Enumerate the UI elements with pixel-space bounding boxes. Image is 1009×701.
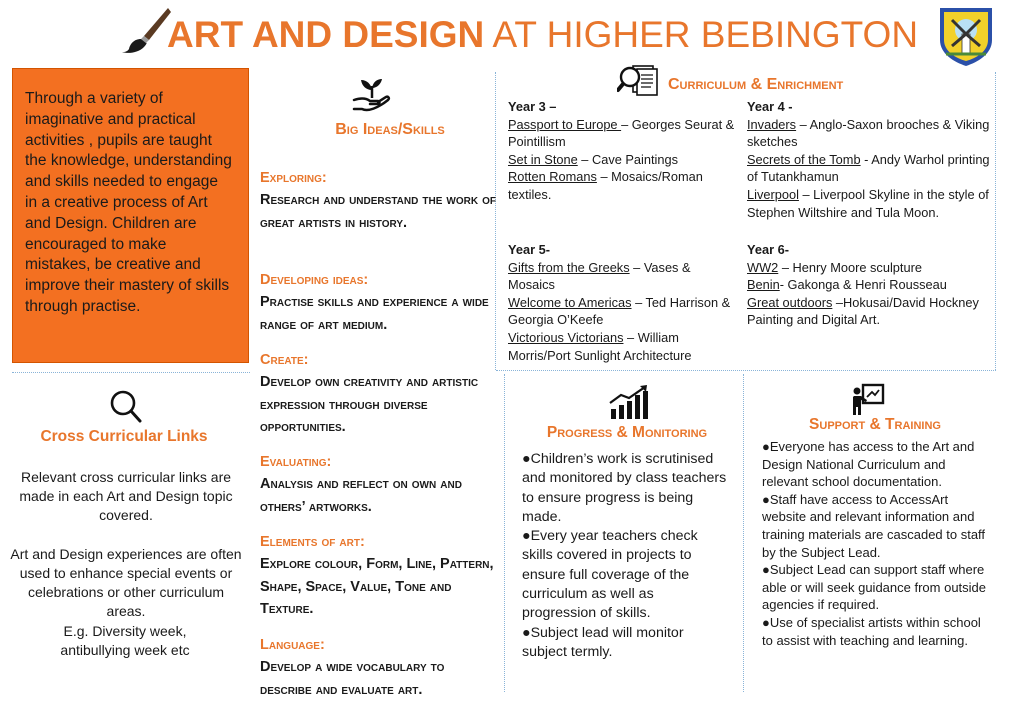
divider [743,374,744,692]
list-item: ●Children’s work is scrutinised and monitored by class teachers to ensure progress is being made. [522,451,727,525]
language-text: Develop a wide vocabulary to describe and evaluate art. [260,659,445,698]
page-title: ART AND DESIGN AT HIGHER BEBINGTON [167,14,919,55]
language-heading: Language: [260,637,325,653]
rising-chart-icon [607,383,653,421]
divider [504,374,505,692]
year-label: Year 6- [747,242,789,257]
divider [496,370,996,371]
evaluating-text: Analysis and reflect on own and others’ artworks. [260,476,462,515]
paintbrush-icon [120,6,172,54]
topic-item: Rotten Romans – Mosaics/Roman textiles. [508,169,703,202]
cross-curricular-para2: Art and Design experiences are often used to enhance special events or celebrations or other curriculum areas. [10,546,242,619]
list-item: ●Everyone has access to the Art and Design National Curriculum and relevant school documentation. [762,439,975,490]
plant-in-hand-icon [352,76,392,112]
year3-block [508,98,740,204]
topic-item: Set in Stone – Cave Paintings [508,151,679,167]
progress-list [522,450,728,662]
year-label: Year 5- [508,242,550,257]
topic-item: Passport to Europe – Georges Seurat & Pointillism [508,116,735,150]
create-heading: Create: [260,352,309,368]
topic-item: Benin- Gakonga & Henri Rousseau [747,277,947,293]
topic-item: Liverpool – Liverpool Skyline in the style of Stephen Wiltshire and Tula Moon. [747,186,989,220]
create-text: Develop own creativity and artistic expression through diverse opportunities. [260,374,479,435]
elements-heading: Elements of art: [260,534,365,550]
exploring-heading: Exploring: [260,170,327,186]
list-item: ●Subject lead will monitor subject termly. [522,624,684,660]
presenter-board-icon [851,383,885,417]
year4-block [747,98,992,221]
topic-item: Gifts from the Greeks – Vases & Mosaics [508,259,691,293]
year5-block [508,241,736,364]
year-label: Year 4 - [747,99,793,114]
topic-item: Welcome to Americas – Ted Harrison & Georgia O’Keefe [508,294,731,328]
year-label: Year 3 – [508,99,557,114]
year6-block [747,241,987,329]
big-ideas-title: Big Ideas/Skills [335,121,445,138]
developing-heading: Developing ideas: [260,272,369,288]
topic-item: WW2 – Henry Moore sculpture [747,259,922,275]
list-item: ●Staff have access to AccessArt website and relevant information and training materials are cascaded to staff by the Subject Lead. [762,491,986,560]
evaluating-heading: Evaluating: [260,454,332,470]
exploring-text: Research and understand the work of great artists in history. [260,192,496,231]
list-item: ●Every year teachers check skills covered in projects to ensure full coverage of the curriculum as well as progression of skills. [522,528,698,622]
elements-text: Explore colour, Form, Line, Pattern, Shape, Space, Value, Tone and Texture. [260,556,494,617]
support-list [762,438,994,649]
topic-item: Victorious Victorians – William Morris/Port Sunlight Architecture [508,329,692,363]
school-crest-windmill-icon [934,4,998,68]
topic-item: Secrets of the Tomb - Andy Warhol printing of Tutankhamun [747,151,990,185]
progress-title: Progress & Monitoring [546,424,708,441]
topic-item: Great outdoors –Hokusai/David Hockney Painting and Digital Art. [747,294,979,328]
list-item: ●Subject Lead can support staff where able or will seek guidance from outside agencies if required. [762,562,987,613]
curriculum-title: Curriculum & Enrichment [668,76,844,93]
topic-item: Invaders – Anglo-Saxon brooches & Viking sketches [747,116,990,150]
divider [12,372,250,373]
cross-curricular-para1: Relevant cross curricular links are made in each Art and Design topic covered. [19,469,233,523]
cross-curricular-title: Cross Curricular Links [40,428,208,445]
divider [995,72,996,370]
support-title: Support & Training [809,416,941,433]
intro-box [12,68,249,363]
search-icon [109,389,143,425]
list-item: ●Use of specialist artists within school to assist with teaching and learning. [762,614,981,648]
magnifier-documents-icon [617,64,659,102]
cross-curricular-para3: E.g. Diversity week, antibullying week etc [60,623,190,658]
intro-text: Through a variety of imaginative and practical activities , pupils are taught the knowledge, understanding and skills needed to engage in a creative process of Art and Design. Children are encouraged to make mistakes, be creative and improve their mastery of skills through practise. [25,90,232,315]
developing-text: Practise skills and experience a wide range of art medium. [260,294,489,333]
